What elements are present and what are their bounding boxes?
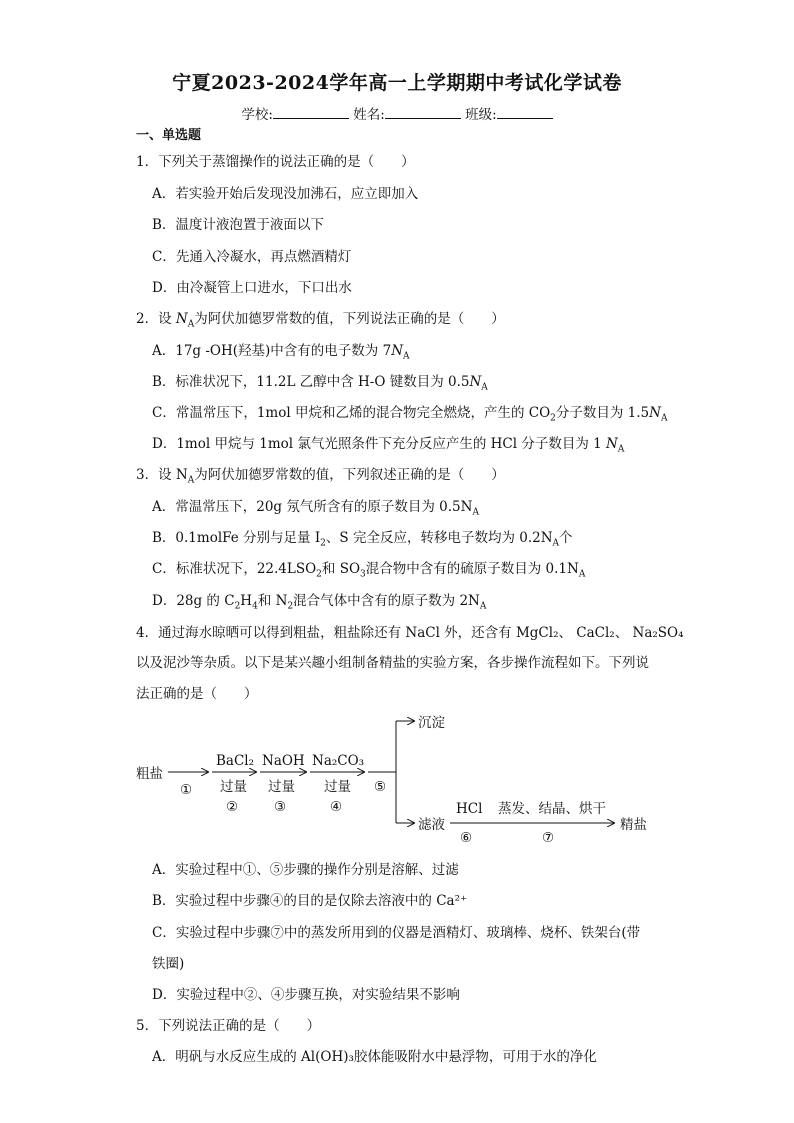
question-3-stem: 3．设 $N_A$为阿伏加德罗常数的值，下列叙述正确的是（ ） — [136, 467, 505, 486]
question-3-option-d: D．28g 的 $C_2H_4$和 $N_2$混合气体中含有的原子数为 $2N_A$ — [152, 593, 487, 612]
question-2-stem: 2．设 $N_A$为阿伏加德罗常数的值，下列说法正确的是（ ） — [136, 311, 505, 330]
question-4-stem-line-1: 4．通过海水晾晒可以得到粗盐，粗盐除还有 NaCl 外，还含有 MgCl₂、 CaCl₂、 Na₂SO₄ — [136, 625, 684, 641]
question-2-option-b: B．标准状况下，11.2L 乙醇中含 H-O 键数目为 $0.5N_A$ — [152, 374, 488, 393]
flow-step-1: ① — [180, 782, 193, 798]
school-label: 学校: — [241, 107, 273, 123]
section-heading: 一、单选题 — [136, 128, 202, 143]
flow-na2co3: Na₂CO₃ — [312, 753, 365, 769]
question-4-option-c-line-2: 铁圈) — [152, 956, 185, 972]
flow-bacl2: BaCl₂ — [216, 753, 255, 769]
question-4-stem-line-3: 法正确的是（ ） — [136, 686, 258, 702]
exam-title: 宁夏2023-2024学年高一上学期期中考试化学试卷 — [172, 72, 622, 94]
flow-step-2: ② — [226, 799, 239, 815]
question-4-option-d: D．实验过程中②、④步骤互换，对实验结果不影响 — [152, 987, 460, 1003]
flow-step-6: ⑥ — [460, 830, 473, 846]
flow-step-3: ③ — [274, 799, 287, 815]
name-blank — [385, 106, 461, 119]
question-2-option-c: C．常温常压下，1mol 甲烷和乙烯的混合物完全燃烧，产生的 $CO_2$分子数目为 $1.5N_A$ — [152, 405, 668, 424]
flow-excess-3: 过量 — [268, 779, 295, 795]
question-3-option-b: B．0.1molFe 分别与足量 $I_2$、S 完全反应，转移电子数均为 $0.2N_A$个 — [152, 530, 573, 549]
flow-naoh: NaOH — [262, 753, 305, 769]
student-info — [0, 103, 794, 123]
question-1-stem: 1．下列关于蒸馏操作的说法正确的是（ ） — [136, 154, 415, 170]
question-3-option-c: C．标准状况下，$22.4LSO_2$和 $SO_3$混合物中含有的硫原子数目为 $0.1N_A$ — [152, 561, 586, 580]
flow-step-4: ④ — [330, 799, 343, 815]
flow-evaporation: 蒸发、结晶、烘干 — [498, 801, 606, 817]
class-blank — [497, 106, 553, 119]
school-blank — [273, 106, 349, 119]
question-3-option-a: A．常温常压下，20g 氖气所含有的原子数目为 $0.5N_A$ — [152, 499, 479, 518]
flow-pure-salt: 精盐 — [620, 817, 647, 833]
flow-filtrate: 滤液 — [418, 817, 445, 833]
question-1-option-c: C．先通入冷凝水，再点燃酒精灯 — [152, 249, 352, 265]
question-1-option-b: B．温度计液泡置于液面以下 — [152, 217, 324, 233]
question-2-option-a: A．17g -OH(羟基)中含有的电子数为 $7N_A$ — [152, 343, 410, 362]
salt-purification-flowchart — [128, 705, 688, 850]
question-5-option-a: A．明矾与水反应生成的 Al(OH)₃胶体能吸附水中悬浮物，可用于水的净化 — [152, 1049, 597, 1065]
question-1-option-a: A．若实验开始后发现没加沸石，应立即加入 — [152, 186, 419, 202]
question-4-option-a: A．实验过程中①、⑤步骤的操作分别是溶解、过滤 — [152, 862, 459, 878]
question-4-option-c-line-1: C．实验过程中步骤⑦中的蒸发所用到的仪器是酒精灯、玻璃棒、烧杯、铁架台(带 — [152, 925, 641, 941]
flow-step-7: ⑦ — [542, 830, 555, 846]
question-1-option-d: D．由冷凝管上口进水，下口出水 — [152, 280, 352, 296]
question-5-stem: 5．下列说法正确的是（ ） — [136, 1018, 321, 1034]
flow-hcl: HCl — [456, 801, 483, 817]
flow-precipitate: 沉淀 — [418, 715, 445, 731]
question-2-option-d: D．1mol 甲烷与 1mol 氯气光照条件下充分反应产生的 HCl 分子数目为 1 $N_A$ — [152, 436, 625, 455]
name-label: 姓名: — [353, 107, 385, 123]
flow-crude-salt: 粗盐 — [136, 766, 163, 782]
class-label: 班级: — [465, 107, 497, 123]
flow-excess-4: 过量 — [324, 779, 351, 795]
question-4-stem-line-2: 以及泥沙等杂质。以下是某兴趣小组制备精盐的实验方案，各步操作流程如下。下列说 — [136, 655, 649, 671]
flow-step-5: ⑤ — [374, 779, 387, 795]
flow-excess-2: 过量 — [220, 779, 247, 795]
question-4-option-b: B．实验过程中步骤④的目的是仅除去溶液中的 Ca²⁺ — [152, 893, 468, 909]
